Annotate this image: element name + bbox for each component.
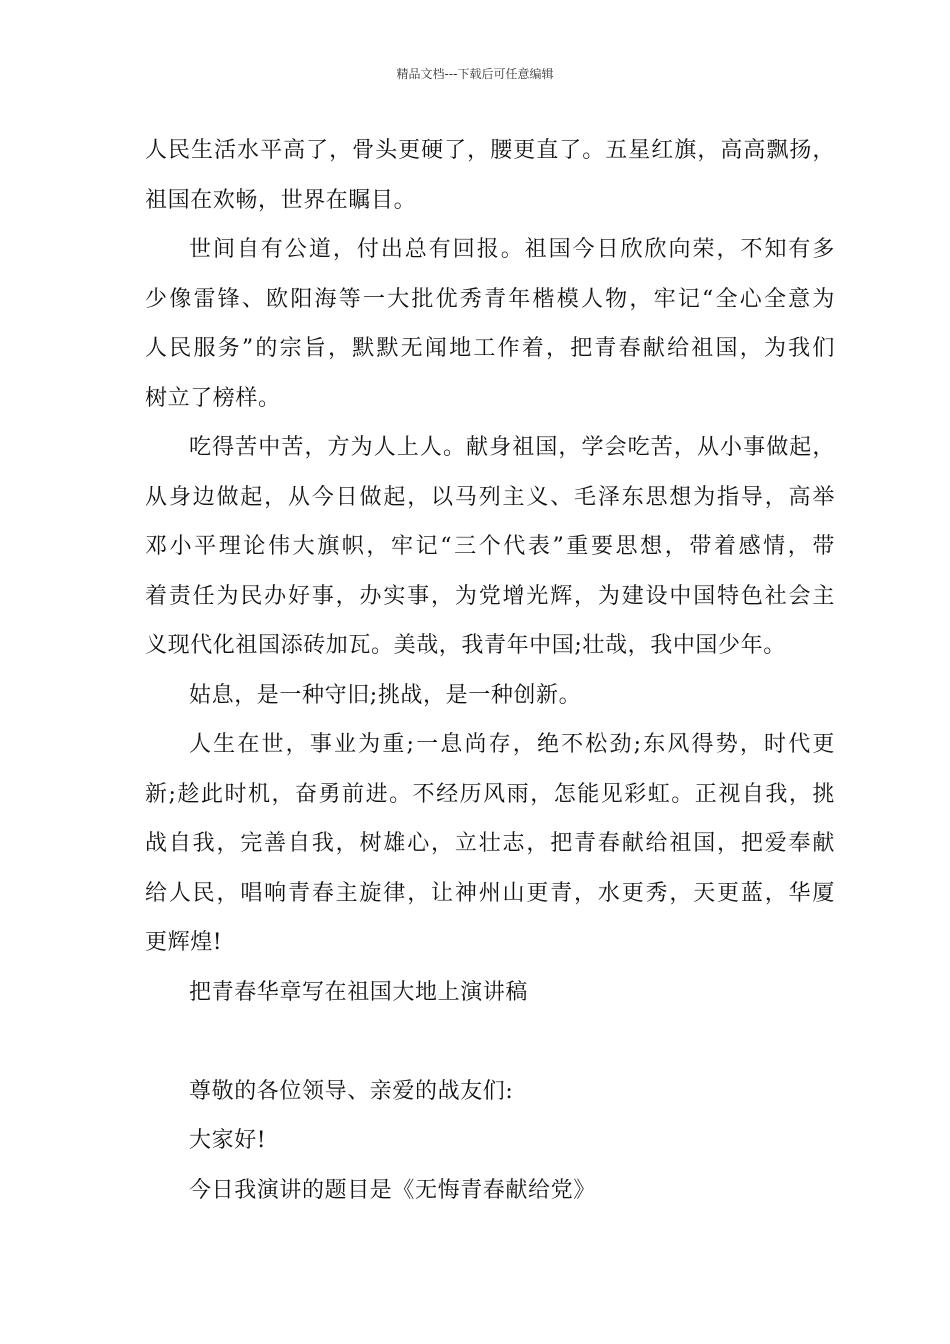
text-line: 人民服务”的宗旨，默默无闻地工作着，把青春献给祖国，为我们 xyxy=(145,336,835,361)
text-line: 给人民，唱响青春主旋律，让神州山更青，水更秀，天更蓝，华厦 xyxy=(145,880,835,906)
text-line: 着责任为民办好事，办实事，为党增光辉，为建设中国特色社会主 xyxy=(145,583,835,609)
paragraph xyxy=(145,423,835,671)
text-line: 世间自有公道，付出总有回报。祖国今日欣欣向荣，不知有多 xyxy=(189,237,835,262)
text-line: 少像雷锋、欧阳海等一大批优秀青年楷模人物，牢记“全心全意为 xyxy=(145,286,835,312)
text-line: 尊敬的各位领导、亲爱的战友们: xyxy=(189,1078,514,1104)
text-line: 吃得苦中苦，方为人上人。献身祖国，学会吃苦，从小事做起， xyxy=(189,435,835,460)
text-line: 祖国在欢畅，世界在瞩目。 xyxy=(145,187,417,213)
text-line: 邓小平理论伟大旗帜，牢记“三个代表”重要思想，带着感情，带 xyxy=(145,534,835,559)
text-line: 新;趁此时机，奋勇前进。不经历风雨，怎能见彩虹。正视自我，挑 xyxy=(145,781,835,807)
paragraph xyxy=(145,671,835,721)
text-line: 战自我，完善自我，树雄心，立壮志，把青春献给祖国，把爱奉献 xyxy=(145,831,835,856)
greeting xyxy=(145,1116,835,1166)
text-line: 大家好! xyxy=(189,1128,267,1153)
text-line: 今日我演讲的题目是《无悔青春献给党》 xyxy=(189,1177,596,1203)
salutation xyxy=(145,1067,835,1117)
page-header: 精品文档---下载后可任意编辑 xyxy=(396,67,554,81)
topic-line xyxy=(145,1166,835,1216)
text-line: 从身边做起，从今日做起，以马列主义、毛泽东思想为指导，高举 xyxy=(145,484,835,510)
paragraph xyxy=(145,720,835,968)
text-line: 人民生活水平高了，骨头更硬了，腰更直了。五星红旗，高高飘扬， xyxy=(145,138,835,163)
speech-title xyxy=(145,968,835,1018)
text-line: 人生在世，事业为重;一息尚存，绝不松劲;东风得势，时代更 xyxy=(189,732,835,757)
text-line: 姑息，是一种守旧;挑战，是一种创新。 xyxy=(189,682,582,708)
paragraph xyxy=(145,225,835,423)
paragraph xyxy=(145,126,835,225)
text-line: 把青春华章写在祖国大地上演讲稿 xyxy=(189,979,529,1005)
text-line: 树立了榜样。 xyxy=(145,385,281,411)
text-line: 义现代化祖国添砖加瓦。美哉，我青年中国;壮哉，我中国少年。 xyxy=(145,633,786,658)
document-body xyxy=(145,126,835,1215)
text-line: 更辉煌! xyxy=(145,930,223,955)
blank-line xyxy=(145,1017,835,1067)
